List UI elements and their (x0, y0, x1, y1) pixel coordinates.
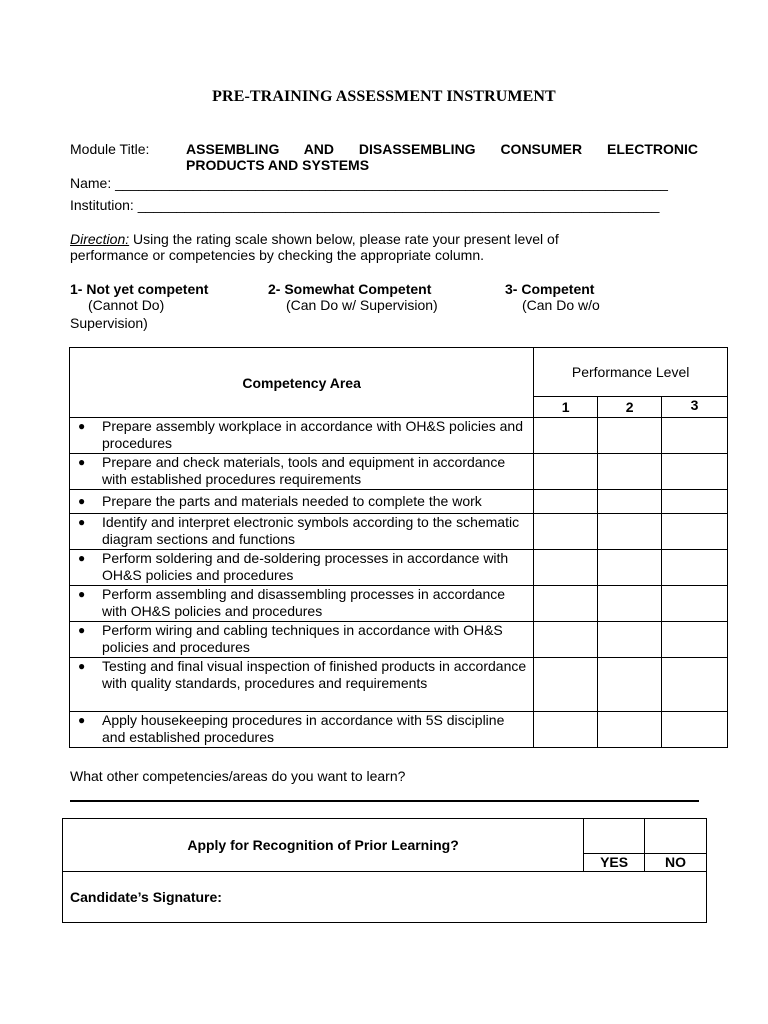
scale-1-sub: (Cannot Do) (88, 297, 165, 313)
competency-area-header: Competency Area (70, 348, 534, 418)
module-title-line1: ASSEMBLING AND DISASSEMBLING CONSUMER ELECTRONIC (186, 141, 698, 157)
bullet-icon: ● (78, 551, 86, 565)
table-row (70, 586, 728, 622)
level-3-checkbox[interactable] (662, 490, 728, 514)
competency-text: Prepare assembly workplace in accordance with OH&S policies and procedures (102, 418, 523, 451)
candidate-signature-field[interactable]: Candidate’s Signature: (63, 872, 707, 923)
direction-label: Direction: (70, 231, 130, 247)
competency-text: Testing and final visual inspection of finished products in accordance with quality standards, procedures and requirements (102, 658, 527, 691)
level-2-checkbox[interactable] (598, 712, 662, 748)
module-title-line2: PRODUCTS AND SYSTEMS (186, 157, 370, 173)
bullet-icon: ● (78, 623, 86, 637)
no-label: NO (645, 853, 707, 871)
page-title: PRE-TRAINING ASSESSMENT INSTRUMENT (212, 88, 556, 105)
yes-checkbox[interactable] (584, 819, 645, 854)
level-2-checkbox[interactable] (598, 490, 662, 514)
level-1-checkbox[interactable] (534, 622, 598, 658)
scale-3-title: 3- Competent (505, 281, 595, 297)
competency-text: Identify and interpret electronic symbols according to the schematic diagram sections and functions (102, 514, 520, 547)
table-row (70, 418, 728, 454)
bullet-icon: ● (78, 455, 86, 469)
performance-level-header: Performance Level (534, 348, 728, 397)
bullet-icon: ● (78, 659, 86, 673)
level-1-checkbox[interactable] (534, 550, 598, 586)
direction-body: Using the rating scale shown below, please rate your present level of performance or competencies by checking the appropriate column. (70, 231, 559, 263)
level-3-checkbox[interactable] (662, 514, 728, 550)
scale-2-title: 2- Somewhat Competent (268, 281, 432, 297)
competency-text: Prepare the parts and materials needed to complete the work (102, 493, 482, 509)
table-row (70, 454, 728, 490)
rpl-table (62, 818, 707, 923)
direction-text (70, 231, 630, 263)
name-field[interactable]: Name: _______________________________________________________________________ (70, 175, 668, 191)
competency-text: Perform wiring and cabling techniques in accordance with OH&S policies and procedures (102, 622, 503, 655)
level-1-checkbox[interactable] (534, 418, 598, 454)
bullet-icon: ● (78, 515, 86, 529)
table-row (70, 622, 728, 658)
bullet-icon: ● (78, 587, 86, 601)
level-2-checkbox[interactable] (598, 514, 662, 550)
bullet-icon: ● (78, 419, 86, 433)
level-1-checkbox[interactable] (534, 586, 598, 622)
other-competencies-answer-line[interactable] (70, 800, 699, 802)
level-2-header: 2 (598, 397, 662, 418)
scale-3-sub: (Can Do w/o (522, 297, 600, 313)
institution-field[interactable]: Institution: ___________________________________________________________________ (70, 197, 660, 213)
competency-text: Perform soldering and de-soldering processes in accordance with OH&S policies and procedures (102, 550, 509, 583)
level-3-checkbox[interactable] (662, 550, 728, 586)
level-3-header: 3 (662, 397, 728, 418)
level-1-checkbox[interactable] (534, 514, 598, 550)
level-3-checkbox[interactable] (662, 454, 728, 490)
table-row (70, 490, 728, 514)
competency-text: Perform assembling and disassembling processes in accordance with OH&S policies and procedures (102, 586, 506, 619)
bullet-icon: ● (78, 494, 86, 508)
level-1-checkbox[interactable] (534, 658, 598, 712)
level-3-checkbox[interactable] (662, 712, 728, 748)
scale-3-sub-continued: Supervision) (70, 315, 148, 331)
table-row (70, 550, 728, 586)
other-competencies-question: What other competencies/areas do you want to learn? (70, 768, 406, 784)
level-3-checkbox[interactable] (662, 418, 728, 454)
level-2-checkbox[interactable] (598, 658, 662, 712)
competency-text: Prepare and check materials, tools and equipment in accordance with established procedures requirements (102, 454, 506, 487)
table-row (70, 658, 728, 712)
level-1-checkbox[interactable] (534, 712, 598, 748)
level-2-checkbox[interactable] (598, 418, 662, 454)
level-1-checkbox[interactable] (534, 454, 598, 490)
yes-label: YES (584, 853, 645, 871)
level-2-checkbox[interactable] (598, 622, 662, 658)
table-row (70, 514, 728, 550)
level-3-checkbox[interactable] (662, 622, 728, 658)
competency-table (69, 347, 728, 748)
level-2-checkbox[interactable] (598, 454, 662, 490)
level-3-checkbox[interactable] (662, 586, 728, 622)
module-title-label: Module Title: (70, 141, 150, 157)
bullet-icon: ● (78, 713, 86, 727)
table-row (70, 712, 728, 748)
competency-text: Apply housekeeping procedures in accordance with 5S discipline and established procedures (102, 712, 505, 745)
level-2-checkbox[interactable] (598, 586, 662, 622)
level-1-header: 1 (534, 397, 598, 418)
scale-2-sub: (Can Do w/ Supervision) (286, 297, 438, 313)
level-1-checkbox[interactable] (534, 490, 598, 514)
rpl-question: Apply for Recognition of Prior Learning? (63, 819, 584, 872)
level-2-checkbox[interactable] (598, 550, 662, 586)
scale-1-title: 1- Not yet competent (70, 281, 209, 297)
no-checkbox[interactable] (645, 819, 707, 854)
level-3-checkbox[interactable] (662, 658, 728, 712)
